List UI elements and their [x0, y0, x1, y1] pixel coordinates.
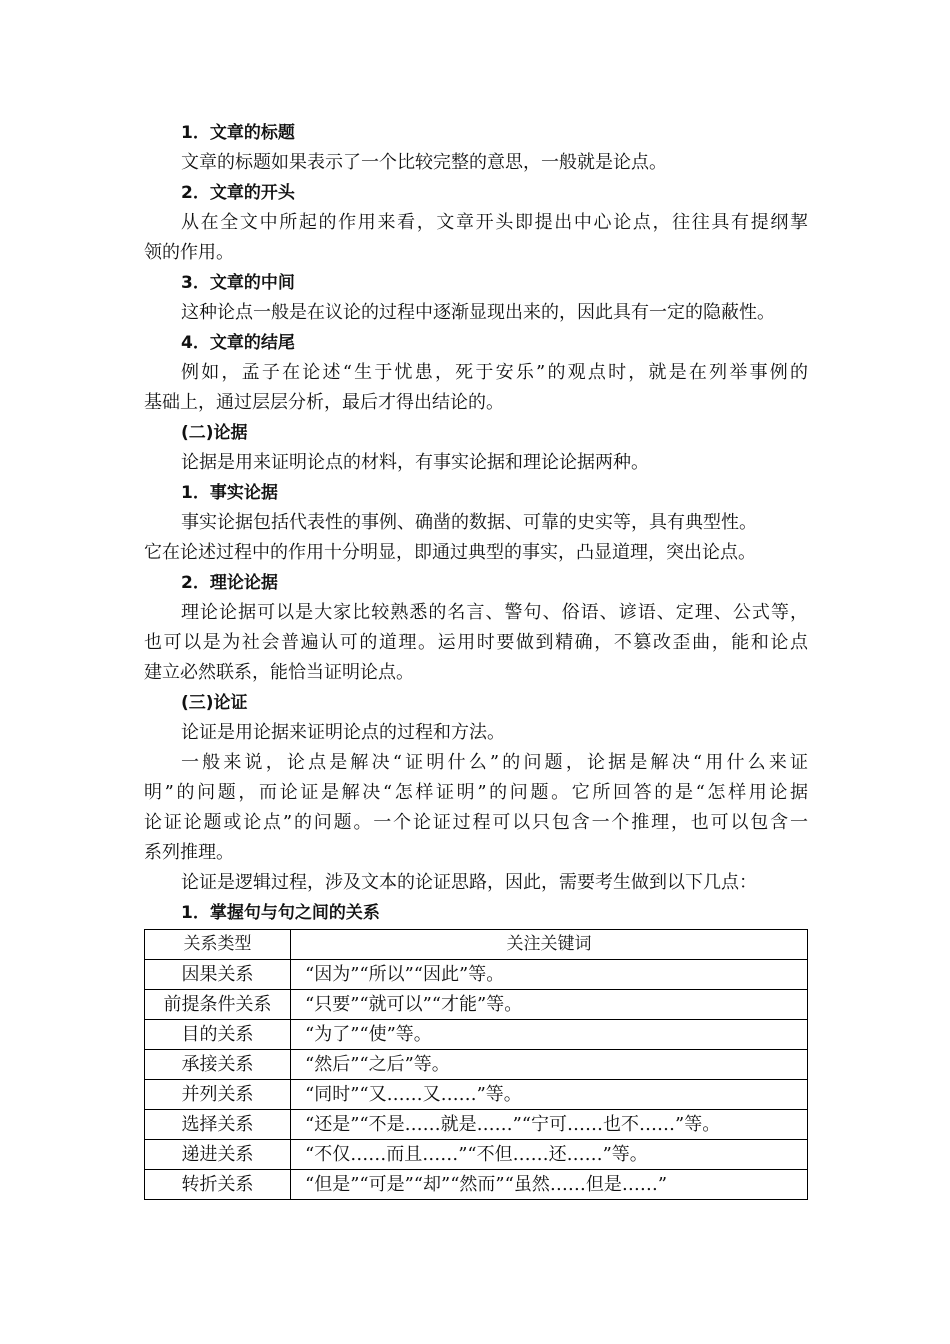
table-row: [145, 1110, 808, 1140]
table-cell: 递进关系: [145, 1140, 291, 1170]
table-cell: “但是”“可是”“却”“然而”“虽然……但是……”: [291, 1170, 808, 1200]
table-row: [145, 1020, 808, 1050]
paragraph-line: 基础上，通过层层分析，最后才得出结论的。: [144, 392, 504, 413]
table-cell: “不仅……而且……”“不但……还……”等。: [291, 1140, 808, 1170]
table-cell: 并列关系: [145, 1080, 291, 1110]
table-header-cell: 关系类型: [145, 930, 291, 960]
heading-ending: 4．文章的结尾: [181, 333, 295, 353]
table-row: [145, 990, 808, 1020]
paragraph-line: 也可以是为社会普遍认可的道理。运用时要做到精确，不篡改歪曲，能和论点: [144, 632, 808, 653]
heading-evidence: (二)论据: [181, 423, 248, 443]
document-page: [144, 118, 808, 1200]
relations-table: [144, 929, 808, 1200]
table-cell: “同时”“又……又……”等。: [291, 1080, 808, 1110]
heading-sentence-relations: 1．掌握句与句之间的关系: [181, 903, 380, 923]
heading-middle: 3．文章的中间: [181, 273, 295, 293]
table-row: [145, 1050, 808, 1080]
paragraph: 论证是用论据来证明论点的过程和方法。: [181, 722, 505, 743]
paragraph-line: 领的作用。: [144, 242, 234, 263]
table-row: [145, 1140, 808, 1170]
paragraph-line: 系列推理。: [144, 842, 234, 863]
table-row: [145, 1170, 808, 1200]
table-cell: 前提条件关系: [145, 990, 291, 1020]
heading-title: 1．文章的标题: [181, 123, 295, 143]
table-cell: 因果关系: [145, 960, 291, 990]
heading-opening: 2．文章的开头: [181, 183, 295, 203]
paragraph-line: 事实论据包括代表性的事例、确凿的数据、可靠的史实等，具有典型性。: [181, 512, 757, 533]
heading-factual-evidence: 1．事实论据: [181, 483, 278, 503]
paragraph: 文章的标题如果表示了一个比较完整的意思，一般就是论点。: [181, 152, 667, 173]
table-cell: 转折关系: [145, 1170, 291, 1200]
table-cell: 承接关系: [145, 1050, 291, 1080]
table-cell: “因为”“所以”“因此”等。: [291, 960, 808, 990]
table-cell: “只要”“就可以”“才能”等。: [291, 990, 808, 1020]
paragraph-line: 建立必然联系，能恰当证明论点。: [144, 662, 414, 683]
table-cell: “还是”“不是……就是……”“宁可……也不……”等。: [291, 1110, 808, 1140]
paragraph-line: 从在全文中所起的作用来看，文章开头即提出中心论点，往往具有提纲挈: [181, 212, 808, 233]
paragraph: 论证是逻辑过程，涉及文本的论证思路，因此，需要考生做到以下几点：: [181, 872, 757, 893]
paragraph-line: 理论论据可以是大家比较熟悉的名言、警句、俗语、谚语、定理、公式等，: [181, 602, 808, 623]
table-cell: 选择关系: [145, 1110, 291, 1140]
table-row: [145, 960, 808, 990]
table-cell: “然后”“之后”等。: [291, 1050, 808, 1080]
table-row: [145, 1080, 808, 1110]
paragraph-line: 论证论题或论点”的问题。一个论证过程可以只包含一个推理，也可以包含一: [144, 812, 808, 833]
heading-argumentation: (三)论证: [181, 693, 248, 713]
heading-theoretical-evidence: 2．理论论据: [181, 573, 278, 593]
paragraph-line: 一般来说，论点是解决“证明什么”的问题，论据是解决“用什么来证: [181, 752, 808, 773]
table-header-row: [145, 930, 808, 960]
paragraph-line: 它在论述过程中的作用十分明显，即通过典型的事实，凸显道理，突出论点。: [144, 542, 756, 563]
table-header-cell: 关注关键词: [291, 930, 808, 960]
paragraph: 这种论点一般是在议论的过程中逐渐显现出来的，因此具有一定的隐蔽性。: [181, 302, 775, 323]
table-cell: 目的关系: [145, 1020, 291, 1050]
paragraph-line: 例如，孟子在论述“生于忧患，死于安乐”的观点时，就是在列举事例的: [181, 362, 808, 383]
paragraph-line: 明”的问题，而论证是解决“怎样证明”的问题。它所回答的是“怎样用论据: [144, 782, 808, 803]
paragraph: 论据是用来证明论点的材料，有事实论据和理论论据两种。: [181, 452, 649, 473]
table-cell: “为了”“使”等。: [291, 1020, 808, 1050]
